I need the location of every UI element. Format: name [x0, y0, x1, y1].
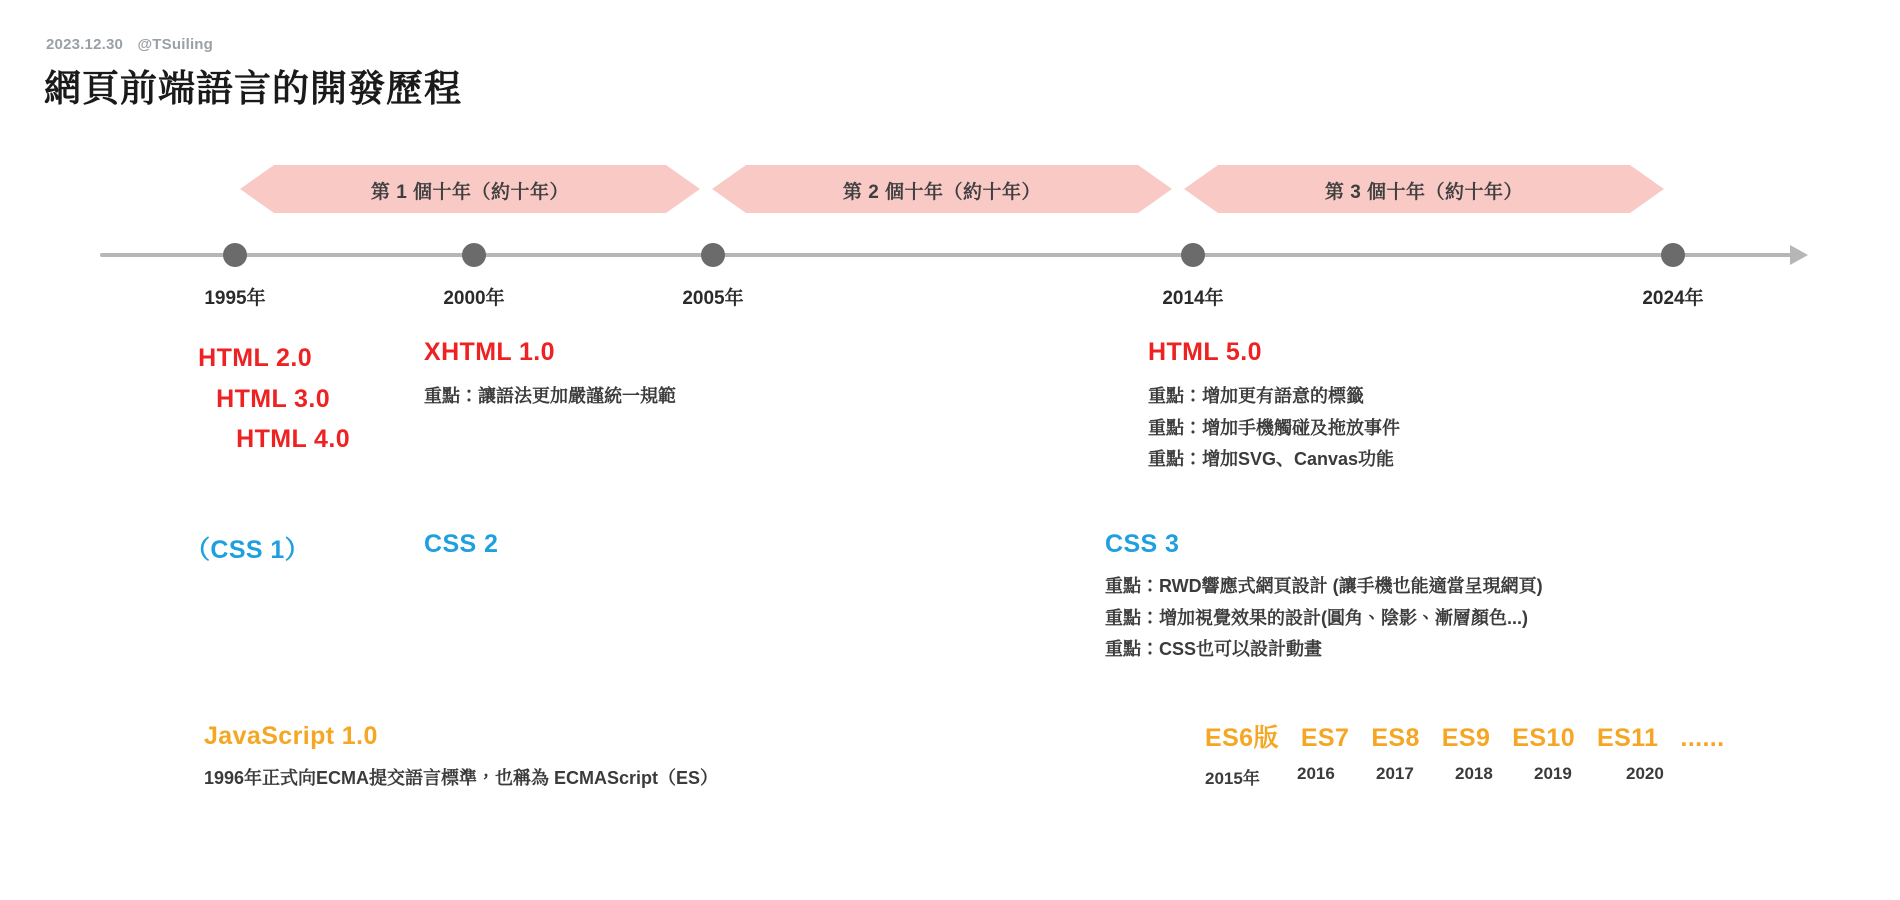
ecmascript-year: 2020: [1626, 764, 1664, 783]
ecmascript-year: 2018: [1455, 764, 1493, 783]
javascript-title: JavaScript 1.0: [204, 722, 378, 750]
decade-label: 第 2 個十年（約十年）: [842, 182, 1042, 203]
decade-banner-3: [1184, 165, 1664, 213]
ecmascript-version: ES9: [1441, 724, 1491, 752]
timeline-year-label: 2014年: [1162, 288, 1224, 309]
ecmascript-version: ES6版: [1205, 724, 1279, 752]
css3-detail: 重點：增加視覺效果的設計(圓角、陰影、漸層顏色...): [1105, 607, 1528, 628]
html5-detail: 重點：增加更有語意的標籤: [1148, 386, 1364, 406]
timeline-node-1995: [223, 243, 247, 267]
timeline-node-2014: [1181, 243, 1205, 267]
ecmascript-version: ES11: [1597, 724, 1659, 752]
ecmascript-version: ES7: [1300, 724, 1350, 752]
css1-title: （CSS 1）: [185, 536, 311, 564]
html5-detail-list: [1148, 381, 1400, 476]
xhtml-detail: 重點：讓語法更加嚴謹統一規範: [424, 386, 676, 406]
html-version-2: HTML 2.0: [198, 344, 312, 372]
timeline-node-2000: [462, 243, 486, 267]
page-title: 網頁前端語言的開發歷程: [44, 68, 462, 109]
decade-label: 第 1 個十年（約十年）: [370, 182, 570, 203]
ecmascript-year: 2017: [1376, 764, 1414, 783]
meta-line: [46, 36, 213, 53]
html5-detail: 重點：增加SVG、Canvas功能: [1148, 449, 1395, 469]
timeline-year-label: 2005年: [682, 288, 744, 309]
timeline-node-2005: [701, 243, 725, 267]
ecmascript-year: 2019: [1534, 764, 1572, 783]
css2-group: [424, 530, 498, 559]
ecmascript-version: ES8: [1371, 724, 1420, 752]
meta-handle: @TSuiling: [137, 36, 214, 53]
html5-group: [1148, 338, 1400, 476]
css3-title: CSS 3: [1105, 530, 1180, 558]
timeline-node-2024: [1661, 243, 1685, 267]
meta-date: 2023.12.30: [46, 36, 124, 53]
css3-detail: 重點：CSS也可以設計動畫: [1105, 639, 1323, 659]
decade-label: 第 3 個十年（約十年）: [1324, 182, 1524, 203]
css1-group: [185, 530, 310, 566]
css3-detail-list: [1105, 571, 1543, 666]
timeline-year-label: 2024年: [1642, 288, 1704, 309]
html5-title: HTML 5.0: [1148, 338, 1262, 366]
css2-title: CSS 2: [424, 530, 499, 558]
html-early-group: [0, 338, 390, 460]
decade-banner-1: [240, 165, 700, 213]
ecmascript-year-row: [1205, 764, 1725, 789]
ecmascript-year: 2016: [1297, 764, 1335, 783]
html-version-4: HTML 4.0: [236, 425, 350, 453]
ecmascript-year: 2015年: [1205, 769, 1260, 788]
ecmascript-version: ......: [1680, 724, 1725, 752]
css3-detail: 重點：RWD響應式網頁設計 (讓手機也能適當呈現網頁): [1105, 576, 1543, 596]
decade-banner-2: [712, 165, 1172, 213]
xhtml-title: XHTML 1.0: [424, 338, 555, 366]
javascript-detail: 1996年正式向ECMA提交語言標準，也稱為 ECMAScript（ES）: [204, 768, 719, 788]
timeline-axis-arrow-icon: [1790, 245, 1808, 265]
ecmascript-version: ES10: [1512, 724, 1576, 752]
css3-group: [1105, 530, 1543, 666]
javascript-group: [204, 722, 718, 795]
timeline-year-label: 2000年: [443, 288, 505, 309]
html-version-3: HTML 3.0: [216, 384, 330, 413]
timeline-axis: [100, 253, 1800, 257]
xhtml-group: [424, 338, 676, 413]
html5-detail: 重點：增加手機觸碰及拖放事件: [1148, 417, 1400, 438]
timeline-year-label: 1995年: [204, 288, 266, 309]
ecmascript-group: [1205, 718, 1725, 789]
ecmascript-version-row: [1205, 718, 1725, 754]
